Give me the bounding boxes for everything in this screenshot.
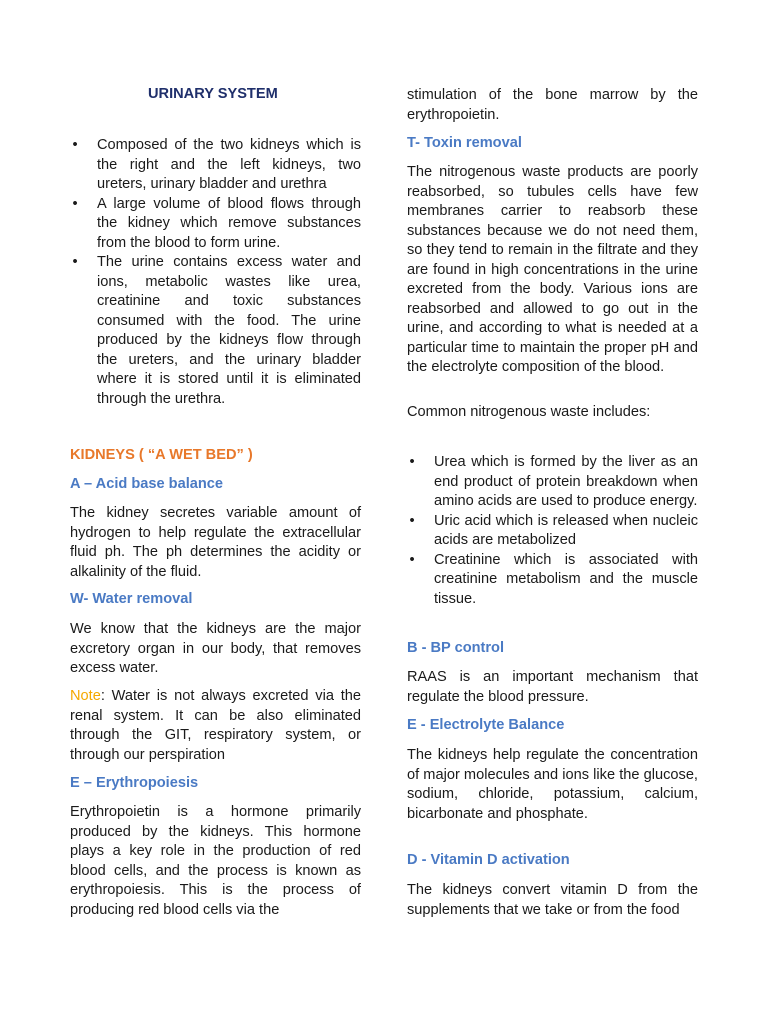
- note-text: : Water is not always excreted via the renal system. It can be also eliminated through the GIT, respiratory system, or through our perspiration: [70, 688, 361, 763]
- bp-control-heading: B - BP control: [407, 640, 505, 656]
- list-item: • Composed of the two kidneys which is the right and the left kidneys, two ureters, urinary bladder and urethra: [70, 136, 361, 195]
- acid-base-heading: A – Acid base balance: [70, 476, 224, 492]
- vitamin-d-heading: D - Vitamin D activation: [407, 852, 570, 868]
- water-removal-heading: W- Water removal: [70, 591, 193, 607]
- bullet-icon: •: [72, 195, 78, 212]
- water-removal-text: We know that the kidneys are the major excretory organ in our body, that removes excess water.: [70, 621, 361, 676]
- list-item: • Urea which is formed by the liver as an end product of protein breakdown when amino acids are used to produce energy.: [407, 453, 698, 512]
- electrolyte-heading: E - Electrolyte Balance: [407, 717, 565, 733]
- note-label: Note: [70, 688, 101, 704]
- bullet-icon: •: [409, 454, 415, 470]
- list-item: • Creatinine which is associated with creatinine metabolism and the muscle tissue.: [407, 551, 698, 610]
- list-item: • A large volume of blood flows through the kidney which remove substances from the blood to form urine.: [70, 195, 361, 254]
- toxin-removal-text: The nitrogenous waste products are poorly reabsorbed, so tubules cells have few membranes carrier to reabsorb these substances because we do not need them, so they tend to remain in the filtrate and they are found in high concentrations in the urine excreted from the body. Various ions are reabsorbed and allowed to go out in the urine, and according to what is needed at a particular time to maintain the proper pH and the electrolyte composition of the blood.: [407, 164, 698, 375]
- bullet-icon: •: [72, 254, 78, 270]
- erythropoiesis-continued: stimulation of the bone marrow by the erythropoietin.: [407, 87, 698, 123]
- erythropoiesis-text: Erythropoietin is a hormone primarily produced by the kidneys. This hormone plays a key role in the production of red blood cells, and the process is known as erythropoiesis. This is the process of producing red blood cells via the: [70, 804, 361, 918]
- note-paragraph: [70, 687, 361, 765]
- page-title: URINARY SYSTEM: [148, 86, 278, 102]
- erythropoiesis-heading: E – Erythropoiesis: [70, 775, 199, 791]
- list-item: • Uric acid which is released when nucleic acids are metabolized: [407, 512, 698, 551]
- kidneys-heading: KIDNEYS ( “A WET BED” ): [70, 447, 253, 463]
- common-waste-text: Common nitrogenous waste includes:: [407, 404, 651, 420]
- bp-control-text: RAAS is an important mechanism that regulate the blood pressure.: [407, 669, 698, 705]
- acid-base-text: The kidney secretes variable amount of hydrogen to help regulate the extracellular fluid ph. The ph determines the acidity or alkalinity of the fluid.: [70, 505, 361, 580]
- bullet-icon: •: [409, 512, 415, 529]
- electrolyte-text: The kidneys help regulate the concentration of major molecules and ions like the glucose, sodium, chloride, potassium, calcium, bicarbonate and phosphate.: [407, 747, 698, 822]
- list-item: • The urine contains excess water and ions, metabolic wastes like urea, creatinine and toxic substances consumed with the food. The urine produced by the kidneys flow through the ureters, and the urinary bladder where it is stored until it is eliminated through the urethra.: [70, 253, 361, 409]
- bullet-icon: •: [72, 137, 78, 153]
- vitamin-d-text: The kidneys convert vitamin D from the supplements that we take or from the food: [407, 882, 698, 918]
- waste-list: [407, 453, 698, 609]
- intro-list: [70, 136, 361, 409]
- toxin-removal-heading: T- Toxin removal: [407, 135, 522, 151]
- bullet-icon: •: [409, 551, 415, 568]
